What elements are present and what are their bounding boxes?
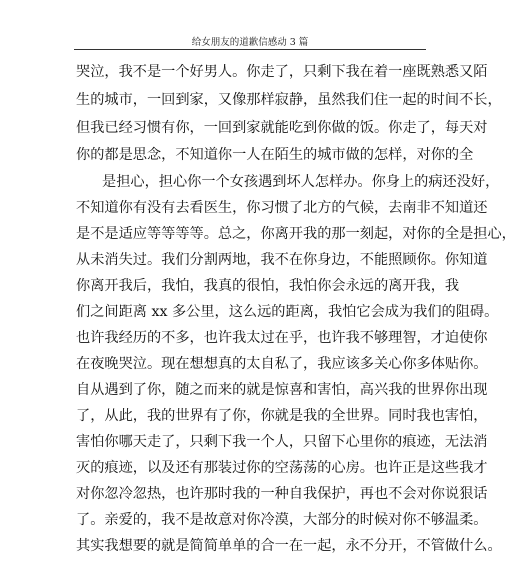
header-divider: [74, 49, 426, 50]
text-line: 了，从此，我的世界有了你，你就是我的全世界。同时我也害怕，: [76, 408, 488, 424]
text-line: 是不是适应等等等等。总之，你离开我的那一刻起，对你的全是担心，: [76, 226, 516, 242]
text-line: 自从遇到了你，随之而来的就是惊喜和害怕，高兴我的世界你出现: [76, 382, 488, 398]
text-line: 其实我想要的就是简简单单的合一在一起，永不分开，不管做什么。: [76, 538, 502, 554]
text-line: 从未消失过。我们分割两地，我不在你身边，不能照顾你。你知道: [76, 252, 488, 268]
text-line: 你的都是思念，不知道你一人在陌生的城市做的怎样，对你的全: [76, 147, 474, 163]
text-line: 对你忽冷忽热，也许那时我的一种自我保护，再也不会对你说狠话: [76, 486, 488, 502]
text-line: 了。亲爱的，我不是故意对你冷漠，大部分的时候对你不够温柔。: [76, 512, 488, 528]
text-line: 生的城市，一回到家，又像那样寂静，虽然我们住一起的时间不长，: [76, 92, 502, 108]
text-line: 是担心，担心你一个女孩遇到坏人怎样办。你身上的病还没好，: [102, 174, 500, 190]
text-line: 灭的痕迹，以及还有那装过你的空荡荡的心房。也许正是这些我才: [76, 460, 488, 476]
text-line: 你离开我后，我怕，我真的很怕，我怕你会永远的离开我，我: [76, 278, 460, 294]
text-line: 也许我经历的不多，也许我太过在乎，也许我不够理智，才迫使你: [76, 330, 488, 346]
page-header-title: 给女朋友的道歉信感动 3 篇: [191, 37, 309, 48]
text-line: 在夜晚哭泣。现在想想真的太自私了，我应该多关心你多体贴你。: [76, 356, 488, 372]
text-line: 但我已经习惯有你，一回到家就能吃到你做的饭。你走了，每天对: [76, 120, 488, 136]
text-line: 们之间距离 xx 多公里，这么远的距离，我怕它会成为我们的阻碍。: [76, 304, 499, 320]
text-line: 害怕你哪天走了，只剩下我一个人，只留下心里你的痕迹，无法消: [76, 434, 488, 450]
text-line: 不知道你有没有去看医生，你习惯了北方的气候，去南非不知道还: [76, 200, 488, 216]
text-line: 哭泣，我不是一个好男人。你走了，只剩下我在着一座既熟悉又陌: [76, 64, 488, 80]
